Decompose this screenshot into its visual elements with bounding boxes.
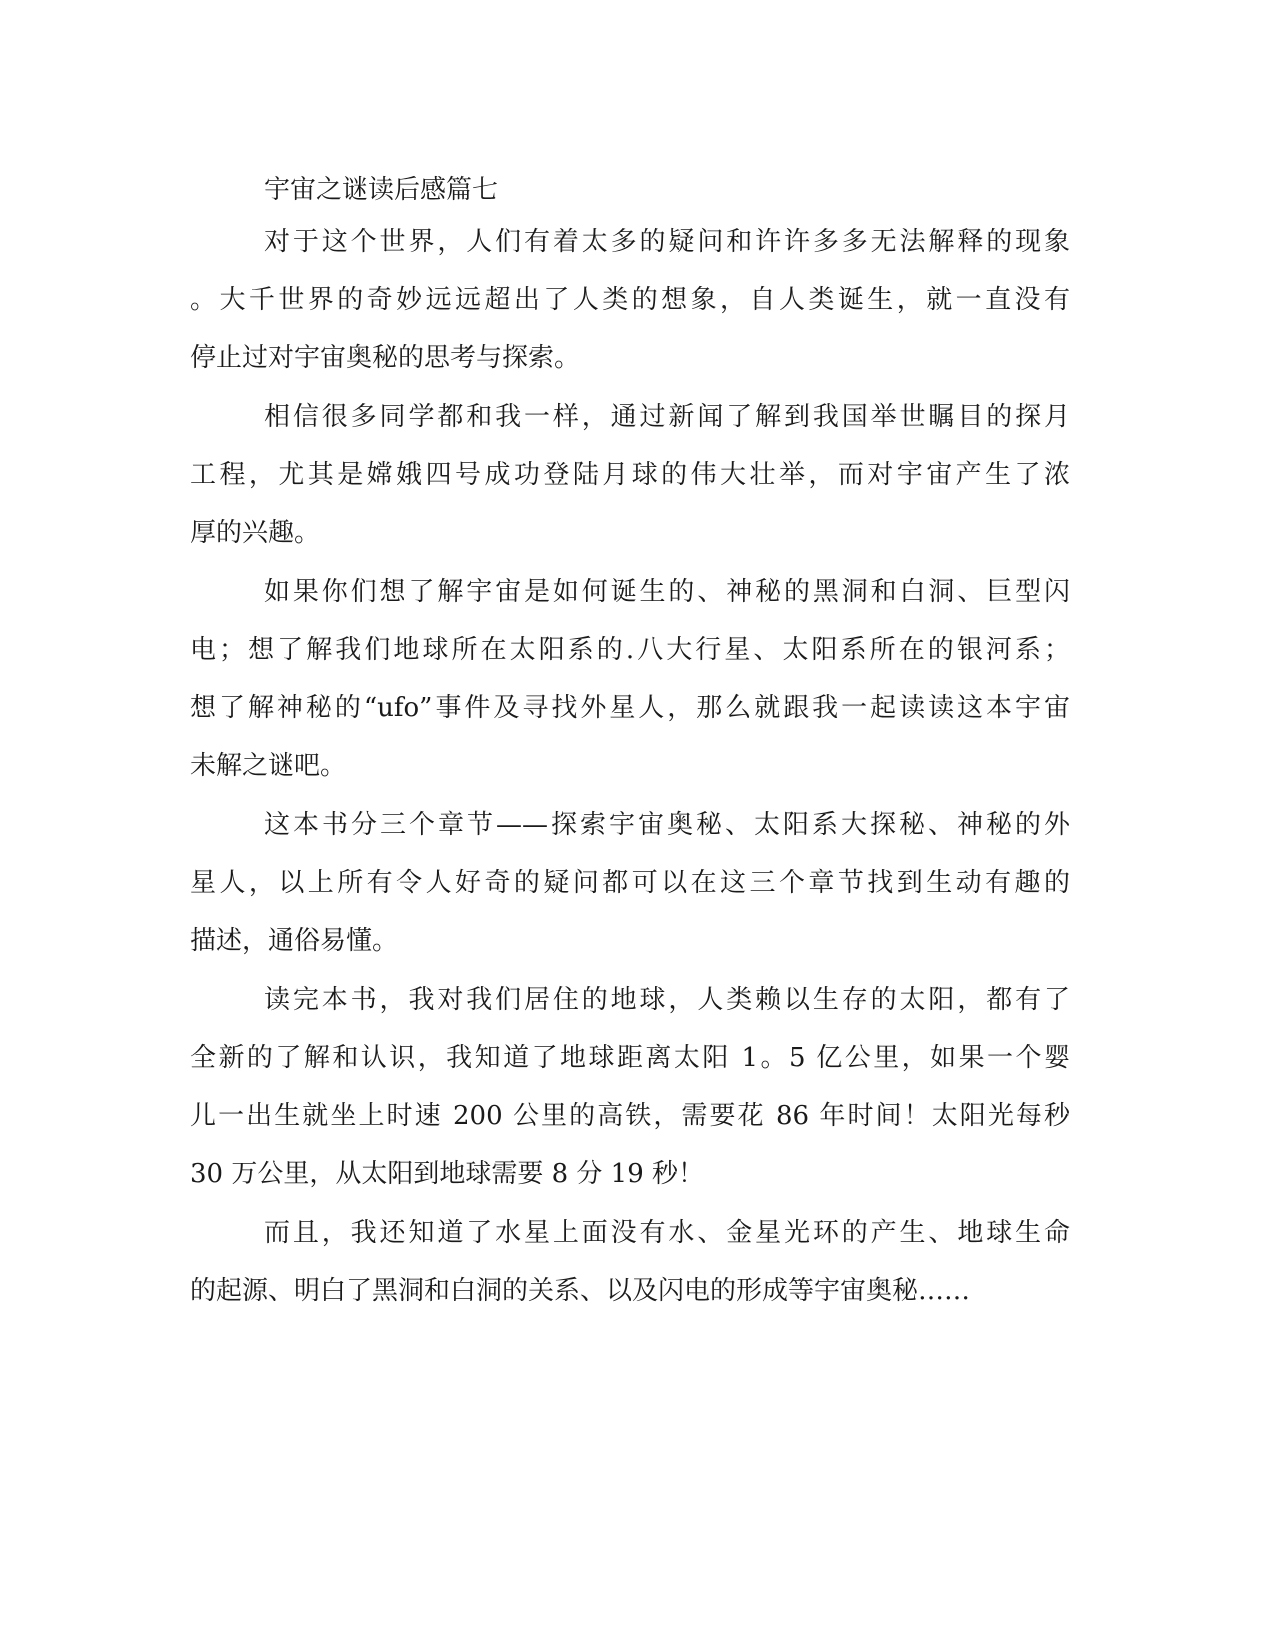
document-title: 宇宙之谜读后感篇七 [264,175,499,205]
paragraph-3-line-4: 未解之谜吧。 [190,751,347,781]
paragraph-2-line-3: 厚的兴趣。 [190,518,321,548]
paragraph-1-line-2: 。大千世界的奇妙远远超出了人类的想象，自人类诞生，就一直没有 [190,285,1070,315]
paragraph-6-line-1: 而且，我还知道了水星上面没有水、金星光环的产生、地球生命 [264,1218,1070,1248]
paragraph-3-line-3: 想了解神秘的“ufo”事件及寻找外星人，那么就跟我一起读读这本宇宙 [190,693,1070,723]
paragraph-4-line-2: 星人，以上所有令人好奇的疑问都可以在这三个章节找到生动有趣的 [190,868,1070,898]
paragraph-3-line-1: 如果你们想了解宇宙是如何诞生的、神秘的黑洞和白洞、巨型闪 [264,577,1070,607]
paragraph-4-line-1: 这本书分三个章节——探索宇宙奥秘、太阳系大探秘、神秘的外 [264,810,1070,840]
paragraph-6-line-2: 的起源、明白了黑洞和白洞的关系、以及闪电的形成等宇宙奥秘…… [190,1276,971,1306]
paragraph-4-line-3: 描述，通俗易懂。 [190,926,399,956]
paragraph-2-line-1: 相信很多同学都和我一样，通过新闻了解到我国举世瞩目的探月 [264,402,1070,432]
paragraph-5-line-1: 读完本书，我对我们居住的地球，人类赖以生存的太阳，都有了 [264,985,1070,1015]
paragraph-2-line-2: 工程，尤其是嫦娥四号成功登陆月球的伟大壮举，而对宇宙产生了浓 [190,460,1070,490]
paragraph-5-line-3: 儿一出生就坐上时速 200 公里的高铁，需要花 86 年时间！太阳光每秒 [190,1101,1070,1131]
paragraph-1-line-1: 对于这个世界，人们有着太多的疑问和许许多多无法解释的现象 [264,227,1070,257]
paragraph-3-line-2: 电；想了解我们地球所在太阳系的.八大行星、太阳系所在的银河系； [190,635,1070,665]
paragraph-1-line-3: 停止过对宇宙奥秘的思考与探索。 [190,343,581,373]
paragraph-5-line-4: 30 万公里，从太阳到地球需要 8 分 19 秒！ [190,1159,705,1189]
paragraph-5-line-2: 全新的了解和认识，我知道了地球距离太阳 1。5 亿公里，如果一个婴 [190,1043,1070,1073]
